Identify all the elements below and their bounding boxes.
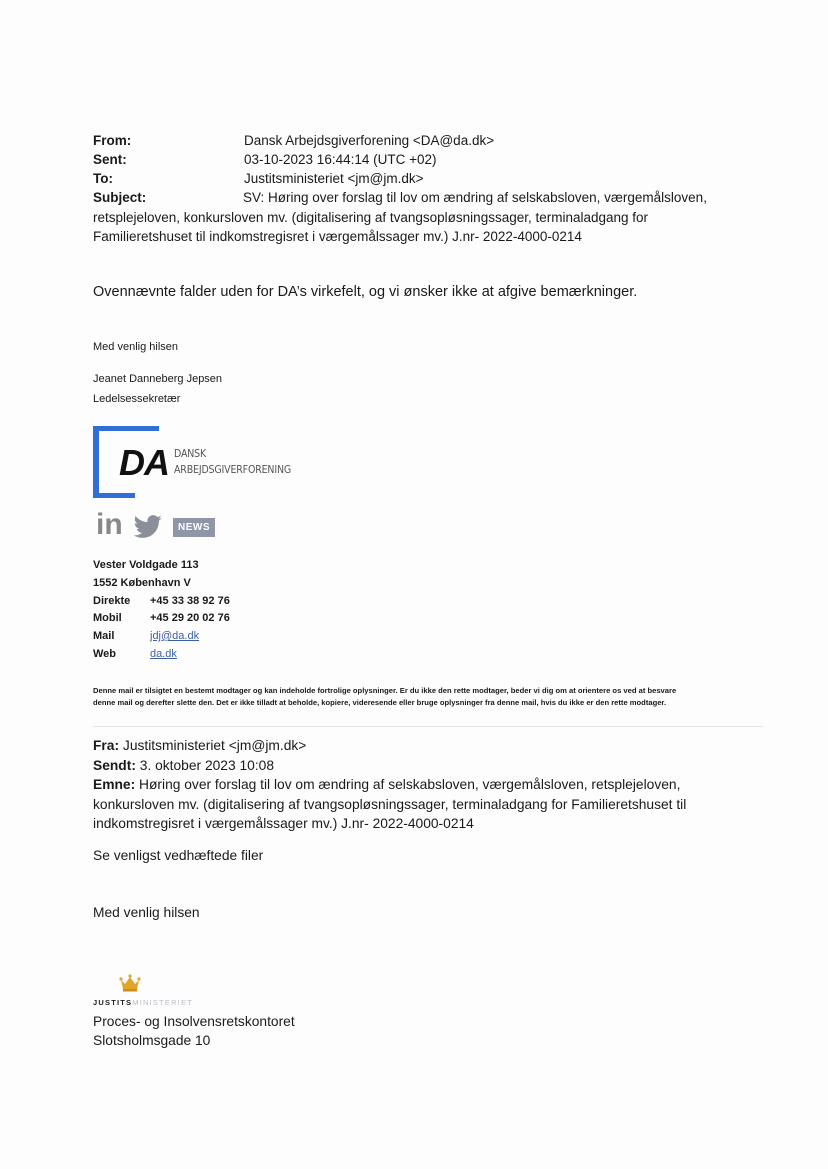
fwd-from-row	[93, 736, 743, 756]
ministry-logo-text	[93, 998, 193, 1007]
sender-title: Ledelsessekretær	[93, 393, 181, 405]
web-link[interactable]: da.dk	[150, 648, 177, 660]
reply-message: Ovennævnte falder uden for DA’s virkefelt, og vi ønsker ikke at afgive bemærkninger.	[93, 284, 638, 300]
web-label: Web	[93, 648, 117, 660]
mail-label: Mail	[93, 630, 115, 642]
logo-mark: DA	[119, 442, 169, 483]
mail-link[interactable]: jdj@da.dk	[150, 630, 200, 642]
logo-bracket-left	[93, 426, 99, 498]
sent-value: 03-10-2023 16:44:14 (UTC +02)	[244, 152, 437, 167]
ministry-address: Slotsholmsgade 10	[93, 1033, 211, 1048]
to-value: Justitsministeriet <jm@jm.dk>	[244, 171, 424, 186]
subject-value: SV: Høring over forslag til lov om ændring af selskabsloven, værgemålsloven, retsplejeloven, konkursloven mv. (digitalisering af tvangsopløsningssager, terminaladgang for Familieretshuset til indkomstregisret i værgemålssager mv.) J.nr- 2022-4000-0214	[93, 190, 707, 244]
disclaimer-line-1: Denne mail er tilsigtet en bestemt modtager og kan indeholde fortrolige oplysninger. Er du ikke den rette modtager, beder vi dig om at orientere os ved at besvare	[93, 686, 677, 695]
mobile-value: +45 29 20 02 76	[150, 612, 230, 624]
logo-line-2: ARBEJDSGIVERFORENING	[174, 463, 292, 476]
separator	[93, 726, 763, 727]
fwd-sent-row	[93, 756, 743, 776]
mail-row	[93, 630, 199, 642]
to-label: To:	[93, 171, 113, 186]
ministry-logo-light: MINISTERIET	[132, 998, 193, 1007]
fwd-from-value: Justitsministeriet <jm@jm.dk>	[122, 738, 307, 753]
web-row	[93, 648, 177, 660]
crown-icon	[119, 974, 141, 992]
logo-org-name	[174, 446, 291, 478]
da-logo	[93, 426, 169, 498]
fwd-subject-value: Høring over forslag til lov om ændring af selskabsloven, værgemålsloven, retsplejeloven, konkursloven mv. (digitalisering af tvangsopløsningssager, terminaladgang for Familieretshuset til indkomstregisret i værgemålssager mv.) J.nr- 2022-4000-0214	[93, 777, 687, 831]
mobile-label: Mobil	[93, 612, 122, 624]
ministry-logo-bold: JUSTITS	[93, 998, 133, 1007]
city-address: 1552 København V	[93, 577, 191, 589]
street-address: Vester Voldgade 113	[93, 559, 199, 571]
from-label: From:	[93, 133, 132, 148]
direct-phone-row	[93, 595, 230, 607]
from-value: Dansk Arbejdsgiverforening <DA@da.dk>	[244, 133, 495, 148]
subject-label: Subject:	[93, 190, 147, 205]
logo-bracket-bottom	[93, 493, 135, 498]
fwd-subject-row	[93, 775, 743, 834]
reply-greeting: Med venlig hilsen	[93, 341, 178, 353]
fwd-subject-label: Emne:	[93, 777, 136, 792]
sent-label: Sent:	[93, 152, 127, 167]
fwd-from-label: Fra:	[93, 738, 120, 753]
fwd-body: Se venligst vedhæftede filer	[93, 848, 264, 863]
ministry-office: Proces- og Insolvensretskontoret	[93, 1014, 295, 1029]
news-badge[interactable]: NEWS	[173, 518, 215, 537]
subject-block	[93, 188, 743, 247]
forwarded-header	[93, 736, 743, 834]
fwd-sent-label: Sendt:	[93, 757, 136, 773]
twitter-icon[interactable]	[133, 515, 163, 540]
disclaimer-line-2: denne mail og derefter slette den. Det er ikke tilladt at beholde, kopiere, videresende eller bruge oplysninger fra denne mail, hvis du ikke er den rette modtager.	[93, 698, 667, 707]
direct-value: +45 33 38 92 76	[150, 595, 230, 607]
fwd-sent-value: 3. oktober 2023 10:08	[139, 757, 275, 773]
logo-bracket-top	[93, 426, 159, 431]
mobile-phone-row	[93, 612, 230, 624]
fwd-greeting: Med venlig hilsen	[93, 905, 200, 920]
sender-name: Jeanet Danneberg Jepsen	[93, 373, 223, 385]
linkedin-icon[interactable]: in	[96, 508, 123, 541]
logo-line-1: DANSK	[174, 447, 207, 460]
direct-label: Direkte	[93, 595, 131, 607]
